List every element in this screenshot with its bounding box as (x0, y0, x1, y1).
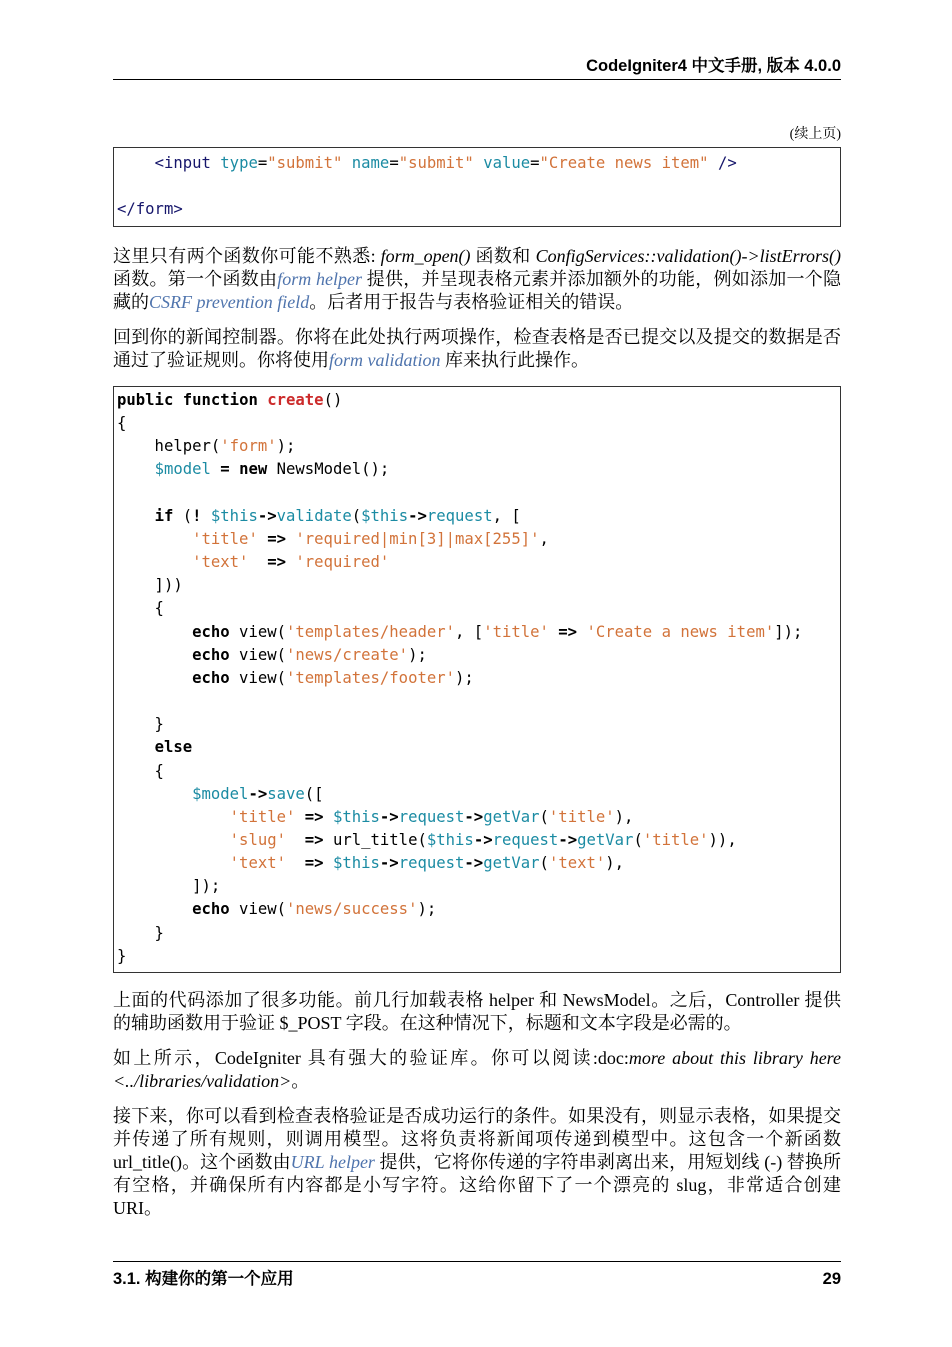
code-text: = (257, 154, 268, 172)
code-text: url_title( (323, 830, 427, 849)
code-operator: -> (257, 506, 277, 525)
code-text (117, 530, 192, 548)
code-line (117, 875, 840, 898)
code-text (286, 831, 305, 849)
code-attribute: type (220, 154, 258, 172)
code-text (211, 460, 220, 478)
code-text (286, 553, 295, 571)
paragraph-text: 函数和 (470, 246, 536, 266)
code-attribute: value (483, 154, 531, 172)
paragraph-text: 提供，并呈现表格元素并添加额外的功能，例如添加一个隐藏的 (113, 269, 841, 312)
code-text (117, 808, 230, 826)
code-line (117, 690, 840, 713)
paragraph-text: 。后者用于报告与表格验证相关的错误。 (309, 292, 634, 312)
code-text (258, 530, 267, 548)
paragraph-text: 函数。第一个函数由 (113, 269, 278, 289)
footer-section-title: 3.1. 构建你的第一个应用 (113, 1270, 294, 1288)
code-operator: -> (558, 830, 578, 849)
code-operator: => (267, 553, 287, 572)
code-line (117, 736, 840, 759)
paragraph-text: 上面的代码添加了很多功能。前几行加载表格 helper 和 NewsModel。之后，Controller 提供的辅助函数用于验证 $_POST 字段。在这种情况下，标题和文本字段是必需的。 (113, 989, 841, 1033)
code-text: ( (539, 854, 549, 873)
code-keyword: new (239, 460, 268, 479)
code-line (117, 852, 840, 875)
code-text (286, 530, 295, 548)
code-text (117, 831, 230, 849)
italic-code-reference: form_open() (380, 246, 471, 266)
code-variable: $this (332, 854, 380, 873)
code-text (248, 553, 267, 571)
code-text (117, 154, 155, 172)
code-text (117, 738, 155, 756)
code-variable: $this (210, 506, 258, 525)
code-text: )), (708, 830, 737, 849)
code-line (117, 482, 840, 505)
code-text (324, 854, 333, 872)
code-string: 'required|min[3]|max[255]' (295, 529, 540, 548)
paragraph-text: 提供，它将你传递的字符串剥离出来，用短划线 (-) 替换所有空格，并确保所有内容都是小写字符。这给你留下了一个漂亮的 slug，非常适合创建 URI。 (113, 1151, 841, 1218)
code-text (117, 669, 192, 687)
code-variable: getVar (483, 854, 540, 873)
code-text: , [ (455, 622, 484, 641)
paragraph-text: 库来执行此操作。 (440, 350, 589, 370)
code-text: ); (408, 645, 427, 664)
code-string: 'required' (295, 553, 390, 572)
code-text: { (117, 414, 127, 433)
code-keyword: else (154, 738, 193, 757)
code-text (230, 460, 239, 478)
code-block-create-method (113, 386, 841, 973)
paragraph-text: 。 (291, 1070, 310, 1091)
code-text: helper( (117, 437, 221, 456)
code-text: view( (229, 668, 287, 687)
code-text: ), (605, 854, 625, 873)
code-line (117, 806, 840, 829)
code-line (117, 922, 840, 945)
code-text: ), (614, 807, 634, 826)
code-text: ( (539, 807, 549, 826)
code-line (117, 621, 840, 644)
code-variable: $this (332, 807, 380, 826)
code-tag: </form> (117, 200, 183, 218)
code-text (258, 391, 267, 409)
code-text: { (117, 599, 164, 618)
code-text: , (539, 529, 549, 548)
code-operator: -> (473, 830, 493, 849)
continued-from-previous-page: (续上页) (789, 127, 841, 142)
code-text (117, 785, 192, 803)
code-block-form-html (113, 147, 841, 227)
code-text: } (117, 923, 164, 942)
code-text: ( (633, 830, 643, 849)
code-text: view( (229, 645, 287, 664)
code-keyword: public (117, 391, 174, 409)
code-line (117, 505, 840, 528)
code-string: 'text' (229, 854, 287, 873)
code-keyword: echo (192, 622, 230, 641)
code-tag: <input (154, 154, 211, 172)
page-content (113, 125, 841, 1220)
code-operator: -> (379, 807, 399, 826)
code-string: 'slug' (229, 830, 287, 849)
paragraph-url-title (113, 1105, 841, 1220)
code-operator: => (304, 807, 324, 826)
code-variable: getVar (577, 830, 634, 849)
code-text: ); (455, 668, 474, 687)
code-operator: => (304, 854, 324, 873)
code-variable: $model (154, 460, 211, 479)
code-line (117, 435, 840, 458)
code-text (117, 854, 230, 872)
code-line (117, 152, 840, 175)
code-string: 'news/success' (286, 900, 418, 919)
code-variable: $this (361, 506, 409, 525)
code-text (474, 154, 483, 172)
code-operator: => (558, 622, 578, 641)
code-text: ])) (117, 576, 183, 595)
code-operator: -> (464, 807, 484, 826)
code-line (117, 597, 840, 620)
code-keyword: if (154, 506, 174, 525)
code-operator: = (220, 460, 230, 479)
code-string: 'form' (220, 437, 277, 456)
code-operator: ! (192, 506, 202, 525)
code-text (549, 623, 558, 641)
code-variable: request (398, 807, 465, 826)
code-operator: => (267, 529, 286, 548)
code-text: ); (417, 900, 437, 919)
code-attribute: name (351, 154, 390, 172)
code-text: = (530, 154, 540, 172)
paragraph-text: 接下来，你可以看到检查表格验证是否成功运行的条件。如果没有，则显示表格，如果提交并传递了所有规则，则调用模型。这将负责将新闻项传递到模型中。这包含一个新函数 url_title()。这个函数由 (113, 1105, 841, 1172)
paragraph-text: 如上所示，CodeIgniter 具有强大的验证库。你可以阅读:doc: (113, 1047, 629, 1068)
code-line (117, 528, 840, 551)
code-operator: -> (379, 854, 399, 873)
code-line (117, 389, 840, 412)
code-line (117, 945, 840, 968)
code-string: 'Create a news item' (586, 622, 775, 641)
code-line (117, 783, 840, 806)
running-footer (113, 1261, 841, 1289)
paragraph-news-controller (113, 326, 841, 372)
code-variable: request (426, 506, 493, 525)
code-variable: validate (276, 506, 352, 525)
code-line (117, 551, 840, 574)
code-string: "submit" (267, 154, 343, 172)
code-line (117, 829, 840, 852)
code-text: ([ (304, 784, 324, 803)
code-text (117, 460, 155, 478)
code-variable: getVar (483, 807, 540, 826)
code-text (117, 623, 192, 641)
code-text: = (389, 154, 399, 172)
code-text: ]); (774, 622, 803, 641)
paragraph-validation-library (113, 1047, 841, 1093)
code-string: 'title' (483, 622, 549, 641)
code-line (117, 198, 840, 221)
code-string: "Create news item" (539, 154, 709, 172)
code-variable: $this (426, 830, 474, 849)
code-text (117, 507, 155, 525)
paragraph-text: 回到你的新闻控制器。你将在此处执行两项操作，检查表格是否已提交以及提交的数据是否通过了验证规则。你将使用 (113, 327, 841, 370)
code-keyword: echo (192, 668, 230, 687)
italic-code-reference: ConfigServices::validation()->listErrors() (535, 246, 842, 266)
code-text (211, 154, 220, 172)
code-text (117, 553, 192, 571)
code-text: ); (276, 437, 296, 456)
code-variable: request (398, 854, 465, 873)
code-line (117, 458, 840, 481)
code-operator: -> (248, 784, 268, 803)
code-text (295, 808, 304, 826)
code-line (117, 175, 840, 198)
doc-link[interactable]: URL helper (290, 1151, 375, 1172)
doc-link[interactable]: form helper (277, 269, 362, 289)
code-text: } (117, 715, 164, 734)
code-text: ]); (117, 877, 221, 896)
manual-title: CodeIgniter4 中文手册, 版本 4.0.0 (586, 57, 841, 75)
paragraph-form-functions (113, 245, 841, 314)
italic-code-reference: more about this library here <../libraries/validation> (113, 1047, 842, 1091)
code-line (117, 713, 840, 736)
code-text (117, 900, 192, 918)
code-line (117, 760, 840, 783)
code-tag: /> (717, 154, 737, 172)
code-text: ( (351, 506, 362, 525)
code-line (117, 667, 840, 690)
code-text (709, 154, 718, 172)
code-keyword: function (182, 391, 258, 409)
code-string: "submit" (398, 154, 474, 172)
code-text: view( (229, 900, 287, 919)
paragraph-code-explanation (113, 989, 841, 1035)
code-line (117, 898, 840, 921)
code-function-name: create (267, 391, 324, 409)
code-string: 'title' (642, 830, 709, 849)
code-string: 'text' (548, 854, 606, 873)
code-string: 'news/create' (286, 645, 409, 664)
doc-link[interactable]: CSRF prevention field (149, 292, 310, 312)
code-keyword: echo (192, 900, 230, 919)
code-keyword: echo (192, 645, 230, 664)
code-line (117, 574, 840, 597)
code-text (202, 507, 211, 525)
code-operator: -> (464, 854, 484, 873)
code-text: } (117, 946, 127, 965)
code-text: () (323, 391, 343, 409)
code-text (324, 808, 333, 826)
code-text: { (117, 761, 164, 780)
code-string: 'templates/header' (286, 622, 456, 641)
code-line (117, 644, 840, 667)
code-variable: $model (192, 784, 249, 803)
code-line (117, 412, 840, 435)
code-text (286, 854, 305, 872)
code-text: NewsModel(); (267, 460, 390, 479)
page-number: 29 (822, 1270, 841, 1288)
paragraph-text: 这里只有两个函数你可能不熟悉: (113, 246, 381, 266)
running-header (113, 54, 841, 80)
code-string: 'title' (192, 529, 258, 548)
code-text: ( (173, 506, 193, 525)
code-text: , [ (492, 506, 521, 525)
code-string: 'title' (229, 807, 296, 826)
code-string: 'title' (548, 807, 615, 826)
code-string: 'templates/footer' (286, 668, 456, 687)
code-text (342, 154, 351, 172)
code-string: 'text' (192, 553, 249, 572)
code-text (173, 391, 182, 409)
doc-link[interactable]: form validation (329, 350, 441, 370)
code-text (117, 646, 192, 664)
code-variable: request (492, 830, 559, 849)
code-variable: save (267, 784, 305, 803)
code-operator: -> (408, 506, 427, 525)
code-text: view( (229, 622, 287, 641)
code-operator: => (304, 830, 324, 849)
